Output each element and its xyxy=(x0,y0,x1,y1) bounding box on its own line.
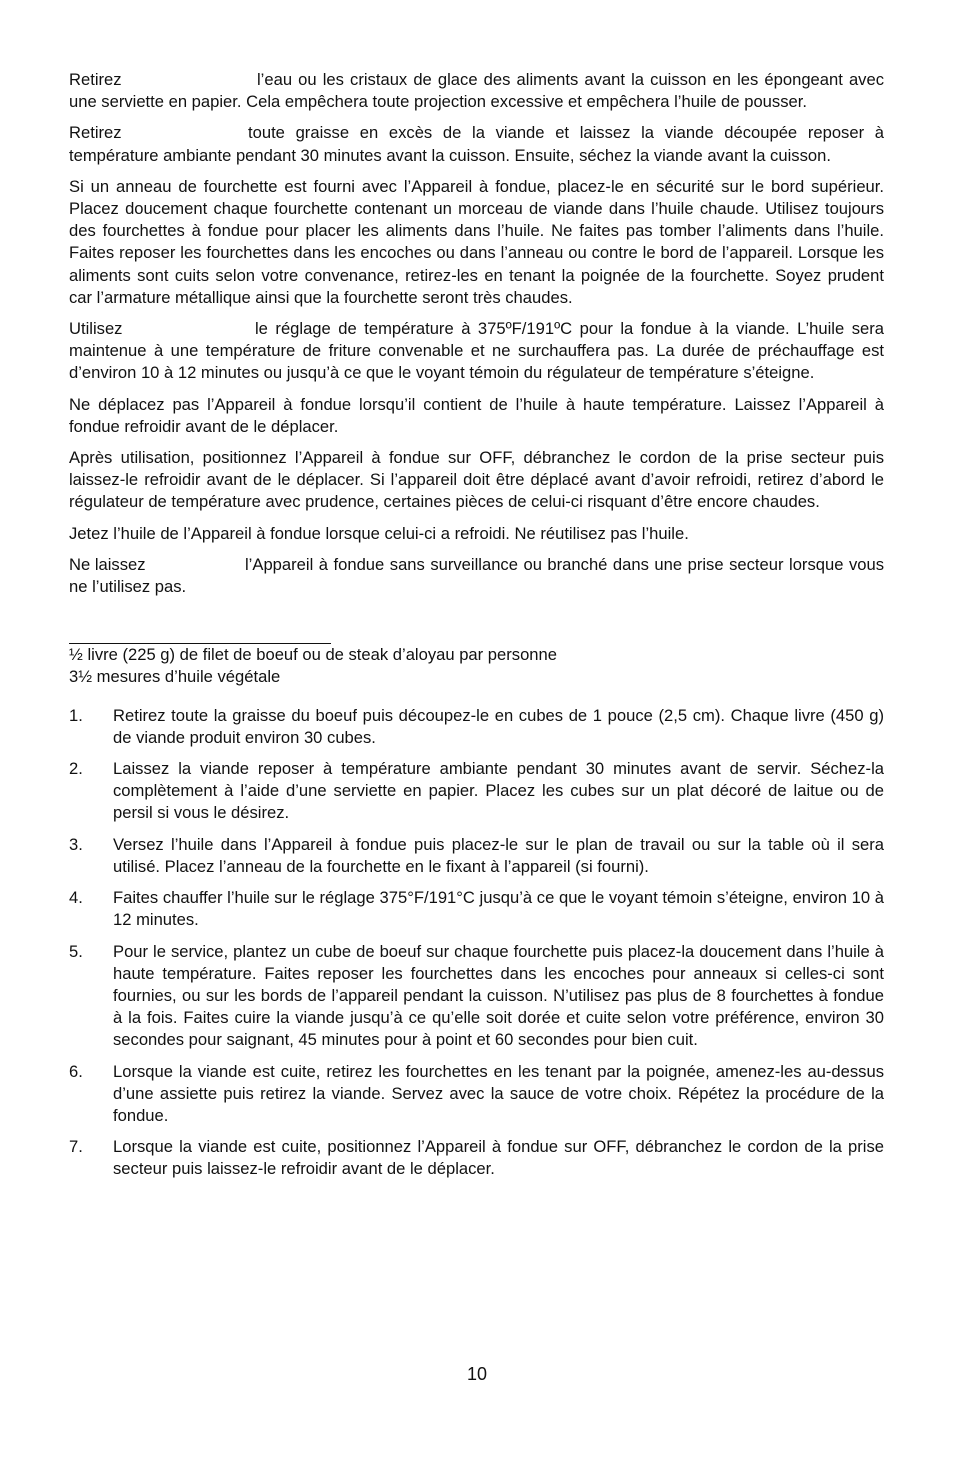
step-number: 6. xyxy=(69,1061,83,1081)
tip-paragraph xyxy=(69,176,884,309)
tip-paragraph xyxy=(69,122,884,166)
document-page xyxy=(69,69,884,1190)
tip-lead-word: Retirez xyxy=(69,123,122,143)
step-number: 3. xyxy=(69,834,83,854)
ingredient-item: ½ livre (225 g) de filet de boeuf ou de steak d’aloyau par personne xyxy=(69,645,557,665)
tip-paragraph xyxy=(69,394,884,438)
tip-text: Jetez l’huile de l’Appareil à fondue lorsque celui-ci a refroidi. Ne réutilisez pas l’huile. xyxy=(69,523,689,543)
step-item xyxy=(69,705,884,749)
step-text: Laissez la viande reposer à température ambiante pendant 30 minutes avant de servir. Séchez-la complètement à l’aide d’une serviette en papier. Placez les cubes sur un plat décoré de laitue ou de persil si vous le désirez. xyxy=(113,759,884,823)
step-item xyxy=(69,1136,884,1180)
step-number: 5. xyxy=(69,941,83,961)
tip-paragraph xyxy=(69,523,884,545)
tip-lead-word: Retirez xyxy=(69,70,122,89)
ingredient-item: 3½ mesures d’huile végétale xyxy=(69,667,281,687)
step-item xyxy=(69,887,884,931)
tip-lead-word: Utilisez xyxy=(69,319,123,339)
tip-paragraph xyxy=(69,554,884,598)
tip-lead-word: Ne laissez xyxy=(69,554,146,574)
tip-text: l’eau ou les cristaux de glace des aliments avant la cuisson en les épongeant avec une serviette en papier. Cela empêchera toute projection excessive et empêchera l’huile de pousser. xyxy=(69,70,884,112)
step-item xyxy=(69,758,884,825)
step-number: 7. xyxy=(69,1137,83,1157)
recipe-steps xyxy=(69,705,884,1181)
step-text: Lorsque la viande est cuite, positionnez l’Appareil à fondue sur OFF, débranchez le cordon de la prise secteur puis laissez-le refroidir avant de le déplacer. xyxy=(113,1137,884,1179)
step-text: Lorsque la viande est cuite, retirez les fourchettes en les tenant par la poignée, amenez-les au-dessus d’une assiette puis retirez la viande. Servez avec la sauce de votre choix. Répétez la procédure de la fondue. xyxy=(113,1061,884,1125)
step-number: 1. xyxy=(69,705,83,725)
tip-text: Si un anneau de fourchette est fourni avec l’Appareil à fondue, placez-le en sécurité sur le bord supérieur. Placez doucement chaque fourchette contenant un morceau de viande dans l’huile chaude. Utilisez toujours des fourchettes à fondue pour placer les aliments dans l’huile. Ne faites pas tomber l’aliments dans l’huile. Faites reposer les fourchettes dans les encoches ou dans l’anneau ou contre le bord de l’appareil. Lorsque les aliments sont cuits selon votre convenance, retirez-les en tenant la poignée de la fourchette. Soyez prudent car l’armature métallique ainsi que la fourchette seront très chaudes. xyxy=(69,176,884,307)
step-item xyxy=(69,834,884,878)
step-text: Faites chauffer l’huile sur le réglage 375°F/191°C jusqu’à ce que le voyant témoin s’éteigne, environ 10 à 12 minutes. xyxy=(113,888,884,930)
ingredient-list xyxy=(69,644,884,688)
step-text: Retirez toute la graisse du boeuf puis découpez-le en cubes de 1 pouce (2,5 cm). Chaque livre (450 g) de viande produit environ 30 cubes. xyxy=(113,705,884,747)
step-item xyxy=(69,1061,884,1128)
tip-text: Après utilisation, positionnez l’Appareil à fondue sur OFF, débranchez le cordon de la prise secteur puis laissez-le refroidir avant de le déplacer. Si l’appareil doit être déplacé avant d’avoir refroidi, retirez d’abord le régulateur de température avec prudence, certaines pièces de celui-ci risquant d’être encore chaudes. xyxy=(69,448,884,512)
step-number: 2. xyxy=(69,759,83,779)
tip-paragraph xyxy=(69,447,884,514)
step-item xyxy=(69,941,884,1052)
tip-paragraph xyxy=(69,318,884,385)
tip-text: toute graisse en excès de la viande et laissez la viande découpée reposer à température ambiante pendant 30 minutes avant la cuisson. Ensuite, séchez la viande avant la cuisson. xyxy=(69,123,884,165)
tip-paragraph xyxy=(69,69,884,113)
step-text: Versez l’huile dans l’Appareil à fondue puis placez-le sur le plan de travail ou sur la table où il sera utilisé. Placez l’anneau de la fourchette en le fixant à l’appareil (si fourni). xyxy=(113,834,884,876)
page-number: 10 xyxy=(466,1364,488,1384)
tip-text: Ne déplacez pas l’Appareil à fondue lorsqu’il contient de l’huile à haute température. Laissez l’Appareil à fondue refroidir avant de le déplacer. xyxy=(69,394,884,436)
step-number: 4. xyxy=(69,888,83,908)
step-text: Pour le service, plantez un cube de boeuf sur chaque fourchette puis placez-la doucement dans l’huile à haute température. Faites reposer les fourchettes dans les encoches pour anneaux si celles-ci sont fournies, ou sur les bords de l’appareil pendant la cuisson. N’utilisez pas plus de 8 fourchettes à fondue à la fois. Faites cuire la viande jusqu’à ce qu’elle soit dorée et cuite selon votre préférence, environ 30 secondes pour saignant, 45 minutes pour à point et 60 secondes pour bien cuit. xyxy=(113,941,884,1050)
tip-text: le réglage de température à 375ºF/191ºC pour la fondue à la viande. L’huile sera maintenue à une température de friture convenable et ne surchauffera pas. La durée de préchauffage est d’environ 10 à 12 minutes ou jusqu’à ce que le voyant témoin du régulateur de température s’éteigne. xyxy=(69,319,884,383)
tip-text: l’Appareil à fondue sans surveillance ou branché dans une prise secteur lorsque vous ne l’utilisez pas. xyxy=(69,554,884,597)
